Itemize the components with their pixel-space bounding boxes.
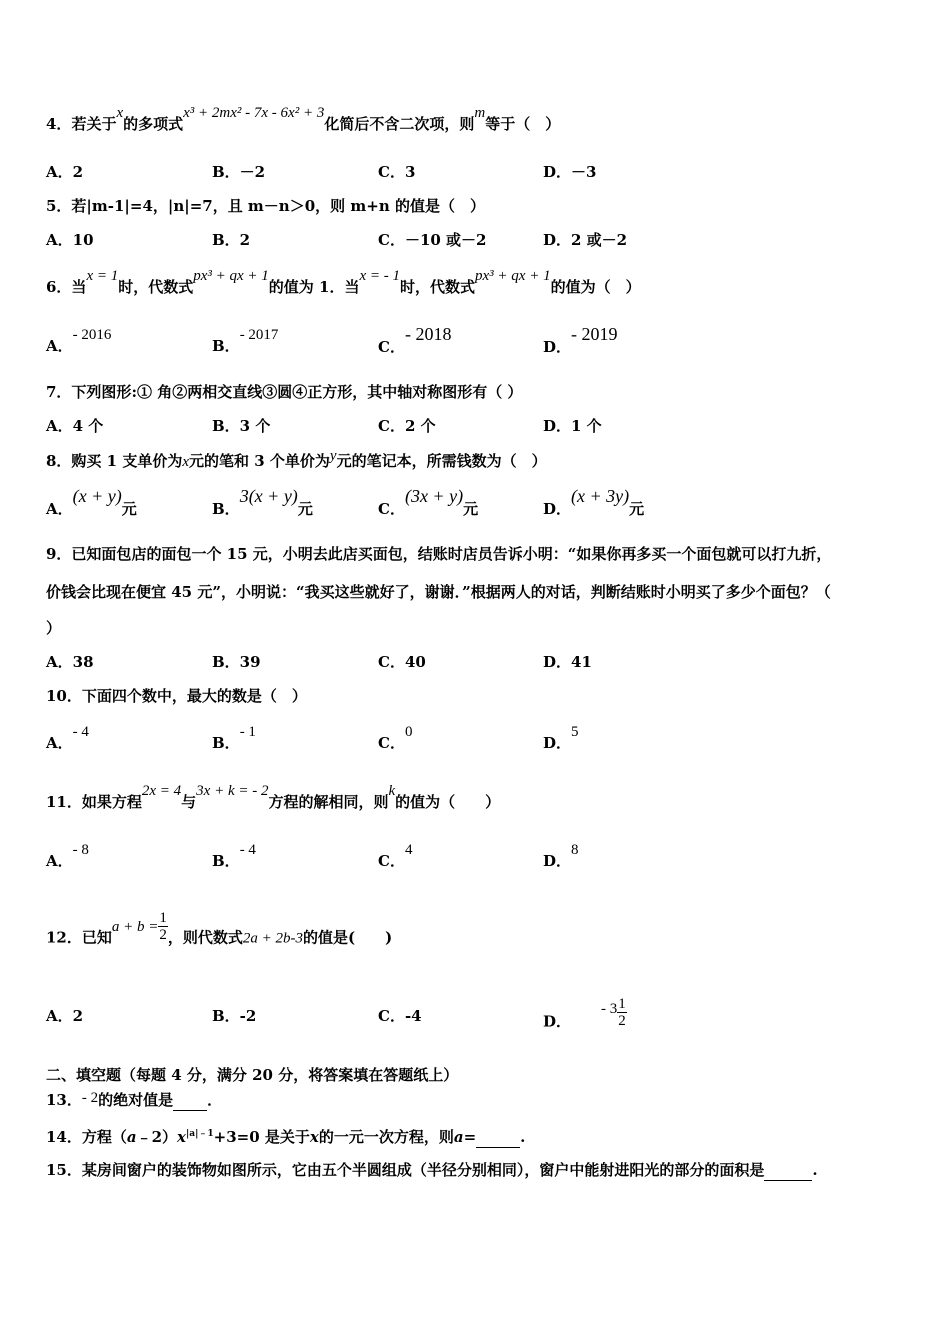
question-5: 5．若|m-1|=4，|n|=7，且 m－n＞0，则 m+n 的值是（ ） [46,197,485,215]
q8-option-a: A．(x + y)元 [46,486,137,518]
q8-var-y: y [329,448,337,464]
q13-answer-blank[interactable] [173,1090,207,1111]
q9-option-b: B．39 [212,653,261,671]
q9-option-c: C．40 [378,653,426,671]
q7-option-c: C．2 个 [378,417,436,435]
q6-option-a: A．- 2016 [46,327,112,355]
q4-option-b: B．－2 [212,163,266,181]
q12-lhs: a + b = [111,918,159,935]
q8-option-c: C．(3x + y)元 [378,486,479,518]
question-9-line-1: 9．已知面包店的面包一个 15 元，小明去此店买面包，结账时店员告诉小明：“如果你再多买一个面包就可以打九折， [46,545,832,563]
q11-option-a: A．- 8 [46,842,89,870]
question-11: 11．如果方程2x = 4与3x + k = - 2方程的解相同，则k的值为（ ） [46,783,501,811]
q4-polynomial: x³ + 2mx² - 7x - 6x² + 3 [183,105,325,121]
q12-option-c: C．-4 [378,1007,422,1025]
question-12: 12．已知a + b = $\frac{1}{2}$ ，则代数式2a + 2b-3的值是( ) [46,910,393,947]
q12-fraction: $\frac{1}{2}$ [159,910,167,943]
q9-option-d: D．41 [543,653,592,671]
q4-var-m: m [474,105,486,121]
q6-option-d: D．- 2019 [543,324,618,356]
q11-var-k: k [388,783,396,799]
question-10: 10．下面四个数中，最大的数是（ ） [46,687,307,705]
question-15: 15．某房间窗户的装饰物如图所示，它由五个半圆组成（半径分别相同），窗户中能射进阳光的部分的面积是 . [46,1161,818,1179]
q12-option-d: D．- 3 $\frac{1}{2}$ [543,996,626,1031]
q12-expression: 2a + 2b-3 [242,930,304,947]
q11-equation-1: 2x = 4 [141,783,182,799]
question-4: 4．若关于x的多项式x³ + 2mx² - 7x - 6x² + 3化简后不含二次项，则m等于（ ） [46,105,561,133]
q10-option-c: C．0 [378,724,413,752]
q4-number: 4． [46,115,72,133]
q6-expression: px³ + qx + 1 [193,268,269,284]
q5-option-c: C．－10 或－2 [378,231,487,249]
question-9-line-2: 价钱会比现在便宜 45 元”，小明说：“我买这些就好了，谢谢．”根据两人的对话，判断结账时小明买了多少个面包？（ [46,583,831,601]
q11-option-d: D．8 [543,842,579,870]
q10-option-a: A．- 4 [46,724,89,752]
q4-var-x: x [116,105,124,121]
question-9-line-3: ） [46,619,62,637]
question-8: 8．购买 1 支单价为x元的笔和 3 个单价为y元的笔记本，所需钱数为（ ） [46,448,547,470]
q5-option-b: B．2 [212,231,251,249]
q8-var-x: x [182,454,189,470]
question-14: 14．方程$(a﹣2)x^{|a|﹣1}+3=0$ 是关于x的一元一次方程，则a= . [46,1128,526,1146]
question-7: 7．下列图形:① 角②两相交直线③圆④正方形，其中轴对称图形有（ ） [46,383,523,401]
q5-option-d: D．2 或－2 [543,231,628,249]
q7-option-d: D．1 个 [543,417,602,435]
section-2-heading: 二、填空题（每题 4 分，满分 20 分，将答案填在答题纸上） [46,1066,459,1084]
q11-equation-2: 3x + k = - 2 [196,783,269,799]
q6-condition-2: x = - 1 [359,268,400,284]
q11-option-c: C．4 [378,842,413,870]
q10-option-d: D．5 [543,724,579,752]
q6-expression-2: px³ + qx + 1 [475,268,551,284]
q10-option-b: B．- 1 [212,724,256,752]
q4-option-c: C．3 [378,163,416,181]
q12-option-a: A．2 [46,1007,84,1025]
q6-option-c: C．- 2018 [378,324,452,356]
q4-option-a: A．2 [46,163,84,181]
q15-answer-blank[interactable] [764,1160,812,1181]
q12-option-b: B．-2 [212,1007,257,1025]
question-13: 13．- 2的绝对值是 ． [46,1090,223,1109]
q5-option-a: A．10 [46,231,94,249]
q7-option-a: A．4 个 [46,417,104,435]
q7-option-b: B．3 个 [212,417,271,435]
q6-option-b: B．- 2017 [212,327,279,355]
q14-answer-blank[interactable] [476,1127,520,1148]
q11-option-b: B．- 4 [212,842,256,870]
question-6: 6．当x = 1时，代数式px³ + qx + 1的值为 1．当x = - 1时，代数式px³ + qx + 1的值为（ ） [46,268,641,296]
q9-option-a: A．38 [46,653,94,671]
q8-option-d: D．(x + 3y)元 [543,486,645,518]
q6-condition-1: x = 1 [86,268,119,284]
q4-option-d: D．－3 [543,163,597,181]
q8-option-b: B．3(x + y)元 [212,486,313,518]
